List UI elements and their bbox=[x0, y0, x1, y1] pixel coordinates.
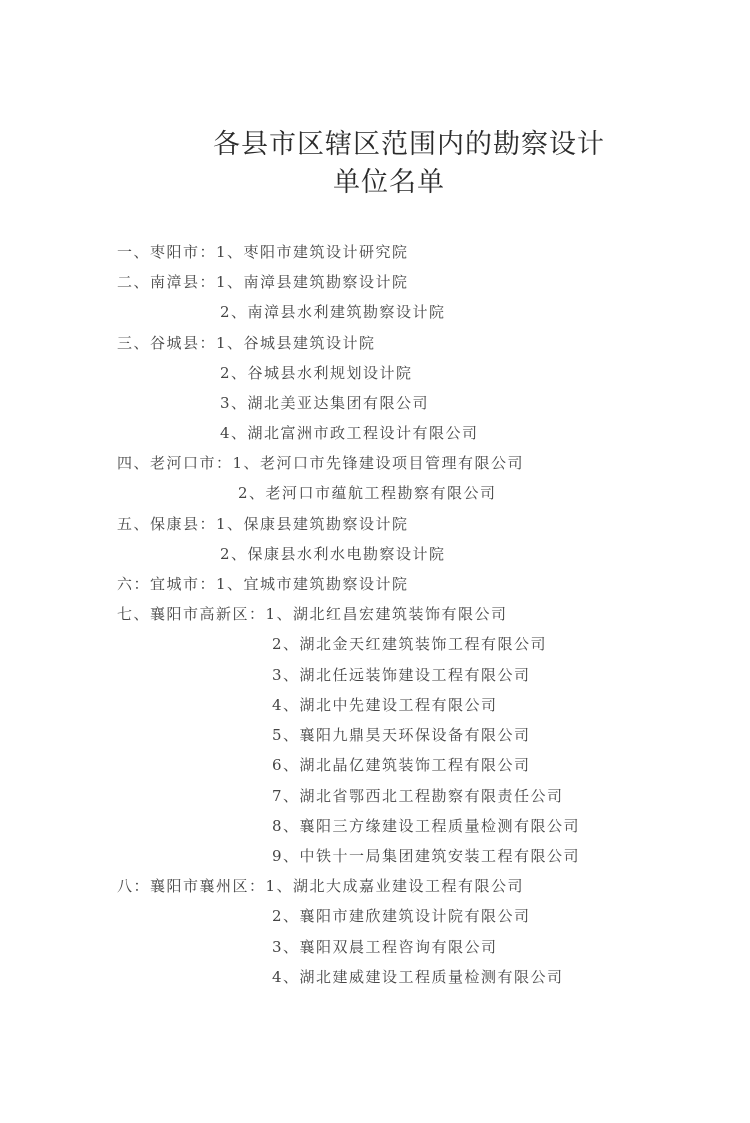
list-item: 9、中铁十一局集团建筑安装工程有限公司 bbox=[272, 847, 581, 865]
list-item: 八：襄阳市襄州区：1、湖北大成嘉业建设工程有限公司 bbox=[117, 877, 525, 895]
list-item: 六：宜城市：1、宜城市建筑勘察设计院 bbox=[117, 575, 409, 593]
list-item: 8、襄阳三方缘建设工程质量检测有限公司 bbox=[272, 817, 581, 835]
list-item: 4、湖北富洲市政工程设计有限公司 bbox=[220, 424, 479, 442]
list-item: 一、枣阳市：1、枣阳市建筑设计研究院 bbox=[117, 243, 409, 261]
list-item: 二、南漳县：1、南漳县建筑勘察设计院 bbox=[117, 273, 409, 291]
list-item: 四、老河口市：1、老河口市先锋建设项目管理有限公司 bbox=[117, 454, 525, 472]
list-item: 4、湖北中先建设工程有限公司 bbox=[272, 696, 498, 714]
list-item: 5、襄阳九鼎昊天环保设备有限公司 bbox=[272, 726, 531, 744]
list-item: 2、襄阳市建欣建筑设计院有限公司 bbox=[272, 907, 531, 925]
list-item: 7、湖北省鄂西北工程勘察有限责任公司 bbox=[272, 787, 564, 805]
document-title: 各县市区辖区范围内的勘察设计 bbox=[213, 129, 605, 160]
list-item: 3、襄阳双晨工程咨询有限公司 bbox=[272, 938, 498, 956]
list-item: 五、保康县：1、保康县建筑勘察设计院 bbox=[117, 515, 409, 533]
list-item: 七、襄阳市高新区：1、湖北红昌宏建筑装饰有限公司 bbox=[117, 605, 508, 623]
list-item: 三、谷城县：1、谷城县建筑设计院 bbox=[117, 334, 376, 352]
document-title-line2: 单位名单 bbox=[333, 167, 445, 198]
list-item: 2、南漳县水利建筑勘察设计院 bbox=[220, 303, 446, 321]
list-item: 3、湖北任远装饰建设工程有限公司 bbox=[272, 666, 531, 684]
list-item: 2、谷城县水利规划设计院 bbox=[220, 364, 413, 382]
list-item: 2、湖北金天红建筑装饰工程有限公司 bbox=[272, 635, 548, 653]
list-item: 2、保康县水利水电勘察设计院 bbox=[220, 545, 446, 563]
list-item: 3、湖北美亚达集团有限公司 bbox=[220, 394, 430, 412]
list-item: 4、湖北建威建设工程质量检测有限公司 bbox=[272, 968, 564, 986]
list-item: 6、湖北晶亿建筑装饰工程有限公司 bbox=[272, 756, 531, 774]
list-item: 2、老河口市蕴航工程勘察有限公司 bbox=[238, 484, 497, 502]
